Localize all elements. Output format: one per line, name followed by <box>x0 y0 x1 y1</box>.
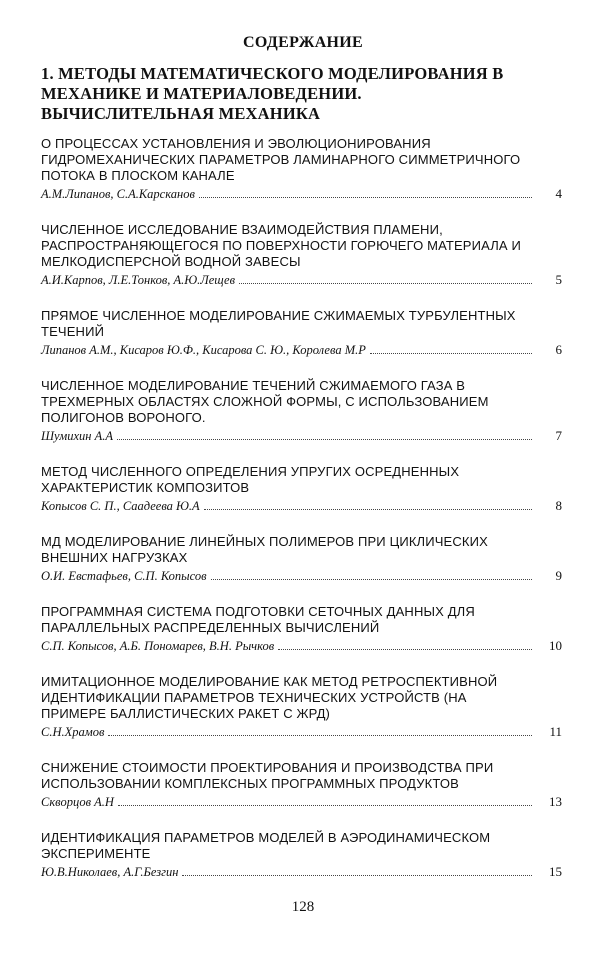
entry-title: ИДЕНТИФИКАЦИЯ ПАРАМЕТРОВ МОДЕЛЕЙ В АЭРОДИНАМИЧЕСКОМ ЭКСПЕРИМЕНТЕ <box>41 830 491 861</box>
entry-title: СНИЖЕНИЕ СТОИМОСТИ ПРОЕКТИРОВАНИЯ И ПРОИЗВОДСТВА ПРИ ИСПОЛЬЗОВАНИИ КОМПЛЕКСНЫХ ПРОГРАММНЫХ ПРОДУКТОВ <box>41 760 494 791</box>
entry-authors: Липанов А.М., Кисаров Ю.Ф., Кисарова С. Ю., Королева М.Р <box>41 343 366 357</box>
contents-entry <box>41 604 562 656</box>
entry-title: ПРЯМОЕ ЧИСЛЕННОЕ МОДЕЛИРОВАНИЕ СЖИМАЕМЫХ ТУРБУЛЕНТНЫХ ТЕЧЕНИЙ <box>41 308 516 339</box>
entry-page-number: 8 <box>555 498 562 513</box>
entry-page-number: 13 <box>549 794 562 809</box>
entry-title: ИМИТАЦИОННОЕ МОДЕЛИРОВАНИЕ КАК МЕТОД РЕТРОСПЕКТИВНОЙ ИДЕНТИФИКАЦИИ ПАРАМЕТРОВ ТЕХНИЧЕСКИХ УСТРОЙСТВ (НА ПРИМЕРЕ БАЛЛИСТИЧЕСКИХ РАКЕТ С ЖРД) <box>41 674 498 721</box>
contents-entry <box>41 760 562 812</box>
contents-entry <box>41 222 562 290</box>
entry-authors: С.П. Копысов, А.Б. Пономарев, В.Н. Рычков <box>41 639 275 653</box>
dot-leader <box>278 648 532 650</box>
entry-page-number: 10 <box>549 638 562 653</box>
page-number: 128 <box>291 899 315 915</box>
dot-leader <box>199 196 532 198</box>
entry-title: МЕТОД ЧИСЛЕННОГО ОПРЕДЕЛЕНИЯ УПРУГИХ ОСРЕДНЕННЫХ ХАРАКТЕРИСТИК КОМПОЗИТОВ <box>41 464 460 495</box>
entry-page-number: 4 <box>555 186 562 201</box>
entry-authors: С.Н.Храмов <box>41 725 105 739</box>
entry-page-number: 11 <box>549 724 562 739</box>
entry-authors: Скворцов А.Н <box>41 795 114 809</box>
entry-page-number: 15 <box>549 864 562 879</box>
entry-page-number: 7 <box>555 428 562 443</box>
entry-page-number: 5 <box>555 272 562 287</box>
entry-title: ЧИСЛЕННОЕ МОДЕЛИРОВАНИЕ ТЕЧЕНИЙ СЖИМАЕМОГО ГАЗА В ТРЕХМЕРНЫХ ОБЛАСТЯХ СЛОЖНОЙ ФОРМЫ, С ИСПОЛЬЗОВАНИЕМ ПОЛИГОНОВ ВОРОНОГО. <box>41 378 489 425</box>
dot-leader <box>182 874 532 876</box>
dot-leader <box>118 804 532 806</box>
contents-list <box>41 136 562 882</box>
dot-leader <box>211 578 532 580</box>
entry-authors: А.М.Липанов, С.А.Карсканов <box>41 187 195 201</box>
dot-leader <box>370 352 532 354</box>
dot-leader <box>108 734 532 736</box>
dot-leader <box>117 438 532 440</box>
contents-entry <box>41 464 562 516</box>
contents-entry <box>41 534 562 586</box>
entry-authors: А.И.Карпов, Л.Е.Тонков, А.Ю.Лещев <box>41 273 236 287</box>
contents-entry <box>41 308 562 360</box>
dot-leader <box>204 508 532 510</box>
contents-entry <box>41 674 562 742</box>
contents-entry <box>41 136 562 204</box>
entry-page-number: 6 <box>555 342 562 357</box>
entry-title: ПРОГРАММНАЯ СИСТЕМА ПОДГОТОВКИ СЕТОЧНЫХ ДАННЫХ ДЛЯ ПАРАЛЛЕЛЬНЫХ РАСПРЕДЕЛЕННЫХ ВЫЧИСЛЕНИЙ <box>41 604 475 635</box>
entry-page-number: 9 <box>555 568 562 583</box>
dot-leader <box>239 282 532 284</box>
contents-heading: СОДЕРЖАНИЕ <box>242 34 364 51</box>
entry-authors: О.И. Евстафьев, С.П. Копысов <box>41 569 207 583</box>
entry-authors: Шумихин А.А <box>41 429 114 443</box>
entry-authors: Копысов С. П., Саадеева Ю.А <box>41 499 200 513</box>
entry-authors: Ю.В.Николаев, А.Г.Безгин <box>41 865 179 879</box>
contents-entry <box>41 378 562 446</box>
section-title: 1. МЕТОДЫ МАТЕМАТИЧЕСКОГО МОДЕЛИРОВАНИЯ В МЕХАНИКЕ И МАТЕРИАЛОВЕДЕНИИ. ВЫЧИСЛИТЕЛЬНАЯ МЕХАНИКА <box>41 64 504 123</box>
entry-title: МД МОДЕЛИРОВАНИЕ ЛИНЕЙНЫХ ПОЛИМЕРОВ ПРИ ЦИКЛИЧЕСКИХ ВНЕШНИХ НАГРУЗКАХ <box>41 534 488 565</box>
contents-entry <box>41 830 562 882</box>
entry-title: О ПРОЦЕССАХ УСТАНОВЛЕНИЯ И ЭВОЛЮЦИОНИРОВАНИЯ ГИДРОМЕХАНИЧЕСКИХ ПАРАМЕТРОВ ЛАМИНАРНОГО СИММЕТРИЧНОГО ПОТОКА В ПЛОСКОМ КАНАЛЕ <box>41 136 521 183</box>
entry-title: ЧИСЛЕННОЕ ИССЛЕДОВАНИЕ ВЗАИМОДЕЙСТВИЯ ПЛАМЕНИ, РАСПРОСТРАНЯЮЩЕГОСЯ ПО ПОВЕРХНОСТИ ГОРЮЧЕГО МАТЕРИАЛА И МЕЛКОДИСПЕРСНОЙ ВОДНОЙ ЗАВЕСЫ <box>41 222 521 269</box>
